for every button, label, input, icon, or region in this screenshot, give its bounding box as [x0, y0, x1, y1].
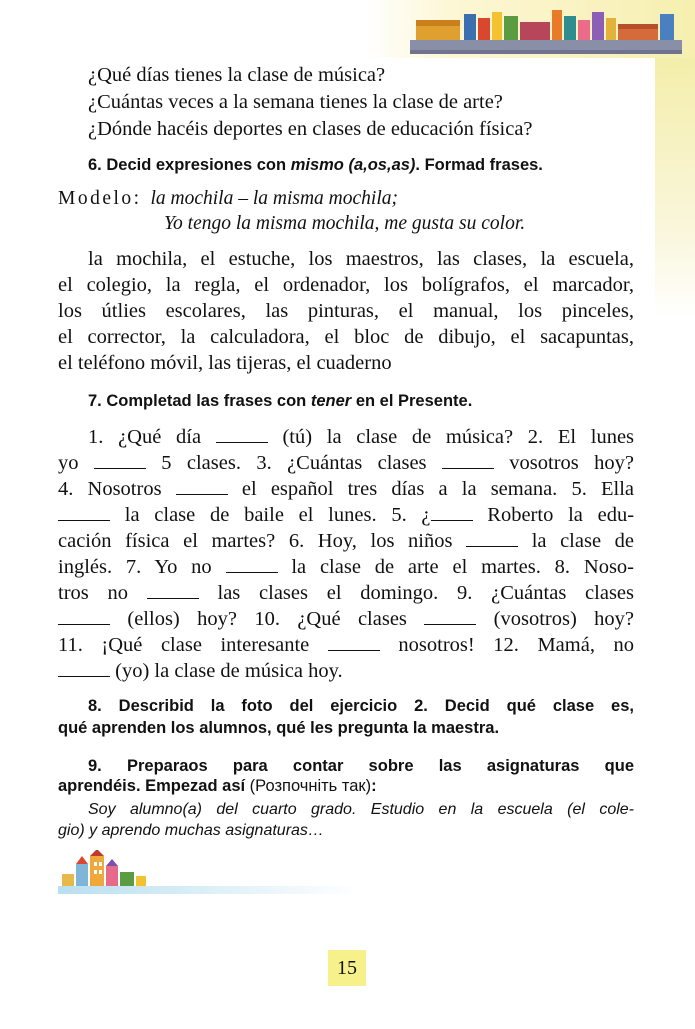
exercise-line: yo 5 clases. 3. ¿Cuántas clases vosotros hoy?	[58, 452, 634, 474]
word-list-line: los útlies escolares, las pinturas, el manual, los pinceles,	[58, 300, 634, 322]
answer-blank[interactable]	[147, 583, 199, 599]
word-list-line: el teléfono móvil, las tijeras, el cuaderno	[58, 352, 392, 374]
task-9-example-line-1: Soy alumno(a) del cuarto grado. Estudio en la escuela (el cole-	[88, 801, 634, 818]
exercise-line: (ellos) hoy? 10. ¿Qué clases (vosotros) hoy?	[58, 608, 634, 631]
word-list-line: el corrector, la calculadora, el bloc de dibujo, el sacapuntas,	[58, 326, 634, 348]
exercise-line: 11. ¡Qué clase interesante nosotros! 12. Mamá, no	[58, 634, 635, 656]
answer-blank[interactable]	[226, 557, 278, 573]
question-line: ¿Dónde hacéis deportes en clases de educación física?	[88, 118, 533, 140]
answer-blank[interactable]	[58, 609, 110, 625]
model-line-1: Modelo: la mochila – la misma mochila;	[58, 188, 398, 209]
task-9-example-line-2: gio) y aprendo muchas asignaturas…	[58, 822, 324, 839]
task-8-line-1: 8. Describid la foto del ejercicio 2. Decid qué clase es,	[88, 697, 634, 715]
answer-blank[interactable]	[176, 479, 228, 495]
exercise-line: (yo) la clase de música hoy.	[58, 660, 343, 683]
answer-blank[interactable]	[216, 427, 268, 443]
answer-blank[interactable]	[328, 635, 380, 651]
task-9-line-1: 9. Preparaos para contar sobre las asignaturas que	[88, 757, 634, 775]
word-list-line: la mochila, el estuche, los maestros, las clases, la escuela,	[88, 248, 634, 270]
exercise-line: la clase de baile el lunes. 5. ¿ Roberto la edu-	[58, 504, 634, 527]
task-8-line-2: qué aprenden los alumnos, qué les pregunta la maestra.	[58, 719, 500, 737]
model-line-2: Yo tengo la misma mochila, me gusta su color.	[164, 213, 526, 234]
answer-blank[interactable]	[94, 453, 146, 469]
exercise-line: inglés. 7. Yo no la clase de arte el martes. 8. Noso-	[58, 556, 634, 578]
task-7-heading: 7. Completad las frases con tener en el Presente.	[88, 392, 473, 410]
answer-blank[interactable]	[58, 661, 110, 677]
exercise-line: cación física el martes? 6. Hoy, los niños la clase de	[58, 530, 635, 552]
town-illustration	[58, 850, 358, 895]
exercise-line: tros no las clases el domingo. 9. ¿Cuántas clases	[58, 582, 634, 604]
answer-blank[interactable]	[424, 609, 476, 625]
task-6-heading: 6. Decid expresiones con mismo (a,os,as). Formad frases.	[88, 156, 543, 174]
books-illustration	[410, 6, 682, 54]
exercise-line: 1. ¿Qué día (tú) la clase de música? 2. El lunes	[88, 426, 635, 448]
page-number: 15	[328, 950, 366, 986]
answer-blank[interactable]	[442, 453, 494, 469]
word-list-line: el colegio, la regla, el ordenador, los bolígrafos, el marcador,	[58, 274, 634, 296]
exercise-line: 4. Nosotros el español tres días a la semana. 5. Ella	[58, 478, 634, 500]
answer-blank[interactable]	[466, 531, 518, 547]
side-stripe	[655, 58, 695, 318]
question-line: ¿Cuántas veces a la semana tienes la clase de arte?	[88, 91, 503, 113]
task-9-line-2: aprendéis. Empezad así (Розпочніть так):	[58, 777, 377, 795]
answer-blank[interactable]	[431, 505, 473, 521]
answer-blank[interactable]	[58, 505, 110, 521]
question-line: ¿Qué días tienes la clase de música?	[88, 64, 386, 86]
